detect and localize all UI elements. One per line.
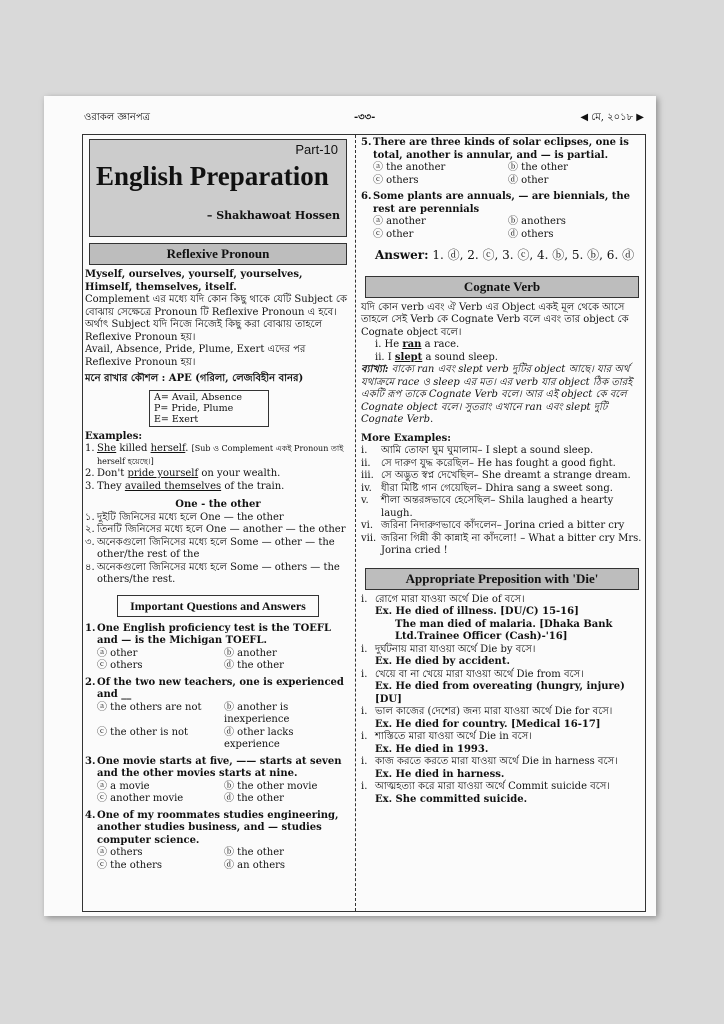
header-publication: ওরাকল জ্ঞানপত্র (84, 112, 150, 123)
iqa-heading: Important Questions and Answers (117, 595, 319, 617)
list-item: ১. দুইটি জিনিসের মধ্যে হলে One — the other (85, 511, 284, 523)
ape-a: A= Avail, Absence (154, 391, 242, 403)
page (44, 96, 656, 916)
right-column (361, 135, 643, 806)
list-item: v. শীলা অন্তরঙ্গভাবে হেসেছিল– Shila laughed a hearty laugh. (361, 495, 614, 519)
list-item: ২. তিনটি জিনিসের মধ্যে হলে One — another — the other (85, 524, 346, 535)
list-item: iii. সে অদ্ভুত স্বপ্ন দেখেছিল– She dreamt a strange dream. (361, 470, 631, 481)
die-item: i. দুর্ঘটনায় মারা যাওয়া অর্থে Die by বসে। Ex. He died by accident. (361, 643, 536, 667)
question-6: 6. Some plants are annuals, — are biennials, the rest are perennials ⓐ another ⓑ anothers ⓒ other ⓓ others (361, 191, 631, 240)
die-item: i. খেয়ে বা না খেয়ে মারা যাওয়া অর্থে Die from বসে। Ex. He died from overeating (hungry, injure) [DU] (361, 668, 625, 705)
header-page-number: -৩৩- (354, 112, 376, 123)
die-item: i. কাজ করতে করতে মারা যাওয়া অর্থে Die in harness বসে। Ex. He died in harness. (361, 756, 618, 780)
reflexive-rule-1: Complement এর মধ্যে যদি কোন কিছু থাকে যেটি Subject কে বোঝায় সেক্ষেত্রে Pronoun টি Reflexive Pronoun এ হবে। অর্থাৎ Subject যদি নিজে নিজেই কিছু করা বোঝায় তাহলে Reflexive Pronoun হয়। (85, 294, 347, 343)
reflexive-heading: Reflexive Pronoun (89, 243, 347, 265)
more-examples (361, 445, 643, 558)
question-4: 4. One of my roommates studies engineering, another studies business, and — studies computer science. ⓐ others ⓑ the other ⓒ the others ⓓ an others (85, 809, 339, 871)
content-frame (82, 134, 646, 912)
list-item: ৪. অনেকগুলো জিনিসের মধ্যে হলে Some — others — the others/the rest. (85, 561, 340, 585)
list-item: iv. ধীরা মিষ্টি গান গেয়েছিল– Dhira sang a sweet song. (361, 482, 613, 494)
list-item: 2. Don't pride yourself on your wealth. (85, 468, 281, 479)
one-other-heading: One - the other (175, 499, 261, 510)
die-heading: Appropriate Preposition with 'Die' (365, 568, 639, 590)
title-box (89, 139, 347, 237)
reflexive-lead: Myself, ourselves, yourself, yourselves, Himself, themselves, itself. (85, 269, 303, 293)
cognate-example-2: ii. I slept a sound sleep. (375, 351, 498, 363)
list-item: 1. She killed herself. [Sub ও Complement একই Pronoun তাই herself হয়েছে।] (85, 443, 344, 466)
cognate-example-1: i. He ran a race. (375, 339, 460, 350)
header-date: ◀ মে, ২০১৮ ▶ (580, 112, 644, 123)
cognate-explanation: ব্যাখ্যা: বাক্যে ran এবং slept verb দুটির object আছে। যার অর্থ যথাক্রমে race ও sleep এর মত। এর verb যার object ঠিক তারই একটি রূপ তাকে Cognate Verb বলে। আর এই object কে বলে Cognate object বলে। সুতরাং এখানে ran এবং slept দুটি Cognate Verb. (361, 364, 633, 425)
more-examples-label: More Examples: (361, 432, 451, 444)
answer-key: Answer: 1. ⓓ, 2. ⓒ, 3. ⓒ, 4. ⓑ, 5. ⓑ, 6. ⓓ (375, 248, 635, 262)
author: – Shakhawoat Hossen (206, 209, 340, 222)
column-divider (355, 135, 356, 911)
ape-p: P= Pride, Plume (154, 402, 234, 414)
ape-box (149, 390, 269, 427)
list-item: vii. জরিনা গিন্নী কী কান্নাই না কাঁদলো! – What a bitter cry Mrs. Jorina cried ! (361, 532, 642, 556)
question-2: 2. Of the two new teachers, one is experienced and __ ⓐ the others are not ⓑ another is inexperience ⓒ the other is not ⓓ other lacks experience (85, 676, 344, 750)
examples-label: Examples: (85, 430, 143, 442)
question-5: 5. There are three kinds of solar eclipses, one is total, another is annular, and — is partial. ⓐ the another ⓑ the other ⓒ others ⓓ other (361, 137, 629, 186)
one-other-list (85, 512, 351, 587)
question-1: 1. One English proficiency test is the TOEFL and — is the Michigan TOEFL. ⓐ other ⓑ another ⓒ others ⓓ the other (85, 622, 332, 671)
cognate-heading: Cognate Verb (365, 276, 639, 298)
list-item: ৩. অনেকগুলো জিনিসের মধ্যে হলে Some — other — the other/the rest of the (85, 536, 335, 560)
list-item: ii. সে দারুণ যুদ্ধ করেছিল– He has fought a good fight. (361, 457, 616, 469)
list-item: 3. They availed themselves of the train. (85, 480, 285, 492)
main-title: English Preparation (96, 161, 329, 191)
die-item: i. শাস্তিতে মারা যাওয়া অর্থে Die in বসে। Ex. He died in 1993. (361, 731, 532, 755)
die-item: i. আত্মহত্যা করে মারা যাওয়া অর্থে Commit suicide বসে। Ex. She committed suicide. (361, 781, 610, 805)
page-header (84, 110, 644, 126)
reflexive-examples (85, 443, 351, 493)
list-item: i. আমি তোফা ঘুম ঘুমালাম– I slept a sound sleep. (361, 445, 594, 456)
die-item: i. ভাল কাজের (দেশের) জন্য মারা যাওয়া অর্থে Die for বসে। Ex. He died for country. [Medical 16-17] (361, 706, 613, 730)
cognate-definition: যদি কোন verb এবং ঐ Verb এর Object একই মূল থেকে আসে তাহলে সেই Verb কে Cognate Verb বলে এবং তার object কে Cognate object বলে। (361, 301, 629, 338)
list-item: vi. জরিনা নিদারুণভাবে কাঁদলেন– Jorina cried a bitter cry (361, 520, 625, 531)
reflexive-rule-2: Avail, Absence, Pride, Plume, Exert এদের পর Reflexive Pronoun হয়। (85, 344, 306, 368)
question-3: 3. One movie starts at five, —— starts at seven and the other movies starts at nine. ⓐ a movie ⓑ the other movie ⓒ another movie ⓓ the other (85, 755, 342, 804)
memory-trick: মনে রাখার কৌশল : APE (গরিলা, লেজবিহীন বানর) (85, 373, 304, 384)
left-column (85, 135, 351, 872)
die-item: i. রোগে মারা যাওয়া অর্থে Die of বসে। Ex. He died of illness. [DU/C) 15-16] The man died of malaria. [Dhaka Bank Ltd.Trainee Officer (Cash)-'16] (361, 593, 613, 642)
part-label: Part-10 (295, 142, 338, 157)
ape-e: E= Exert (154, 413, 199, 425)
